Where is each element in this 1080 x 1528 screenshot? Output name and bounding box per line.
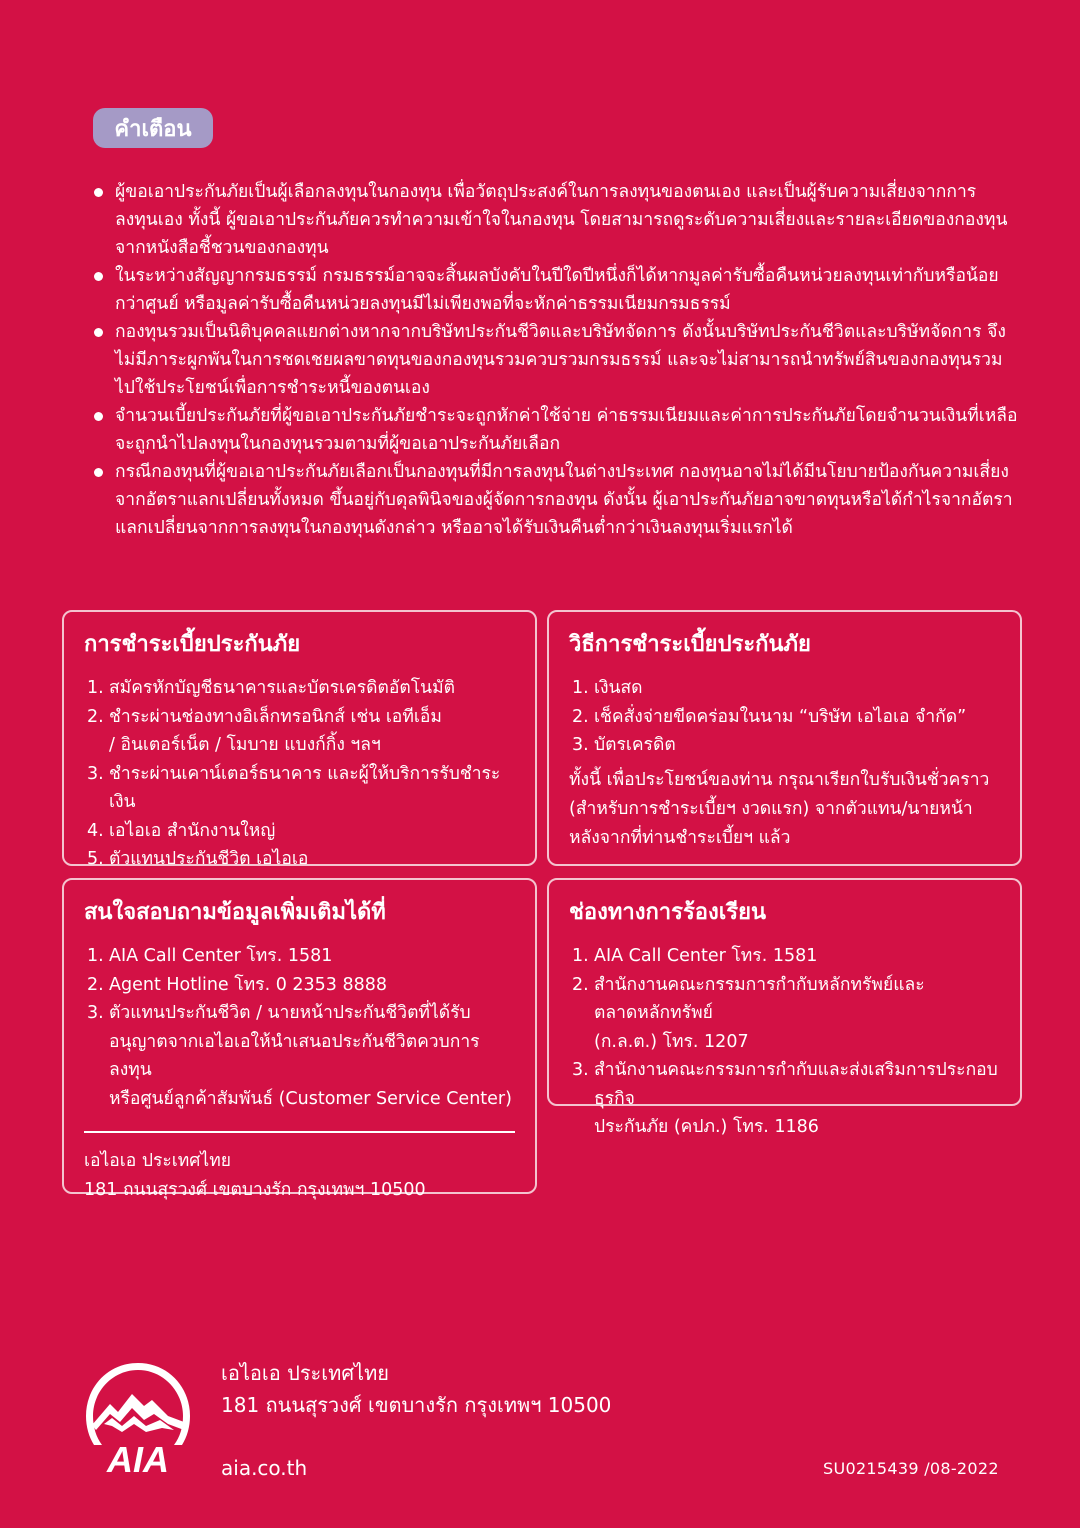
footer-address-block	[221, 1357, 611, 1421]
warning-item	[88, 402, 1018, 458]
warning-item-text: ในระหว่างสัญญากรมธรรม์ กรมธรรม์อาจจะสิ้นผลบังคับในปีใดปีหนึ่งก็ได้หากมูลค่ารับซื้อคืนหน่วยลงทุนเท่ากับหรือน้อยกว่าศูนย์ หรือมูลค่ารับซื้อคืนหน่วยลงทุนมีไม่เพียงพอที่จะหักค่าธรรมเนียมกรมธรรม์	[115, 266, 999, 314]
more-info-box	[62, 878, 537, 1200]
warning-item	[88, 178, 1018, 262]
company-name: เอไอเอ ประเทศไทย	[84, 1151, 231, 1171]
complaints-title: ช่องทางการร้องเรียน	[569, 900, 767, 925]
logo-text: AIA	[107, 1439, 169, 1478]
bullet-icon	[94, 328, 103, 337]
warning-item-text: จำนวนเบี้ยประกันภัยที่ผู้ขอเอาประกันภัยชำระจะถูกหักค่าใช้จ่าย ค่าธรรมเนียมและค่าการประกันภัยโดยจำนวนเงินที่เหลือ จะถูกนำไปลงทุนในกองทุนรวมตามที่ผู้ขอเอาประกันภัยเลือก	[115, 406, 1018, 454]
list-item: 2. สำนักงานคณะกรรมการกำกับหลักทรัพย์และตลาดหลักทรัพย์ (ก.ล.ต.) โทร. 1207	[572, 974, 925, 1052]
warning-list	[88, 178, 1018, 542]
list-item: 2. ชำระผ่านช่องทางอิเล็กทรอนิกส์ เช่น เอทีเอ็ม / อินเตอร์เน็ต / โมบาย แบงก์กิ้ง ฯลฯ	[87, 706, 442, 755]
bullet-icon	[94, 468, 103, 477]
bullet-icon	[94, 188, 103, 197]
complaints-box	[547, 878, 1022, 1137]
footer-address: 181 ถนนสุรวงศ์ เขตบางรัก กรุงเทพฯ 10500	[221, 1393, 612, 1417]
aia-logo	[82, 1360, 194, 1478]
list-item: 3. สำนักงานคณะกรรมการกำกับและส่งเสริมการประกอบธุรกิจ ประกันภัย (คปภ.) โทร. 1186	[572, 1060, 998, 1137]
bullet-icon	[94, 272, 103, 281]
premium-payment-title: การชำระเบี้ยประกันภัย	[84, 632, 301, 657]
premium-payment-box	[62, 610, 537, 869]
list-item: 1. AIA Call Center โทร. 1581	[87, 946, 333, 966]
company-address: 181 ถนนสุรวงศ์ เขตบางรัก กรุงเทพฯ 10500	[84, 1180, 426, 1200]
payment-note: ทั้งนี้ เพื่อประโยชน์ของท่าน กรุณาเรียกใบรับเงินชั่วคราว (สำหรับการชำระเบี้ยฯ งวดแรก) จากตัวแทน/นายหน้า หลังจากที่ท่านชำระเบี้ยฯ แล้ว	[569, 769, 990, 848]
divider	[84, 1131, 515, 1133]
document-code: SU0215439 /08-2022	[823, 1459, 999, 1478]
list-item: 2. Agent Hotline โทร. 0 2353 8888	[87, 974, 388, 995]
bullet-icon	[94, 412, 103, 421]
warning-item	[88, 318, 1018, 402]
warning-badge: คำเตือน	[93, 108, 213, 148]
footer-company: เอไอเอ ประเทศไทย	[221, 1361, 389, 1385]
warning-item	[88, 458, 1018, 542]
more-info-title: สนใจสอบถามข้อมูลเพิ่มเติมได้ที่	[84, 900, 386, 925]
list-item: 1. AIA Call Center โทร. 1581	[572, 946, 818, 966]
list-item: 3. ตัวแทนประกันชีวิต / นายหน้าประกันชีวิตที่ได้รับ อนุญาตจากเอไอเอให้นำเสนอประกันชีวิตควบการลงทุน หรือศูนย์ลูกค้าสัมพันธ์ (Customer Service Center)	[87, 1003, 512, 1109]
website-link[interactable]: aia.co.th	[221, 1456, 308, 1480]
list-item: 1. สมัครหักบัญชีธนาคารและบัตรเครดิตอัตโนมัติ	[87, 678, 455, 698]
list-item: 4. เอไอเอ สำนักงานใหญ่	[87, 820, 276, 841]
complaints-list	[569, 942, 1000, 1142]
list-item: 3. ชำระผ่านเคาน์เตอร์ธนาคาร และผู้ให้บริการรับชำระเงิน	[87, 763, 501, 812]
more-info-list	[84, 942, 515, 1113]
list-item: 3. บัตรเครดิต	[572, 735, 676, 755]
list-item: 2. เช็คสั่งจ่ายขีดคร่อมในนาม “บริษัท เอไอเอ จำกัด”	[572, 706, 967, 727]
payment-methods-box	[547, 610, 1022, 866]
list-item: 1. เงินสด	[572, 678, 643, 698]
premium-payment-list	[84, 674, 515, 874]
warning-item-text: กรณีกองทุนที่ผู้ขอเอาประกันภัยเลือกเป็นกองทุนที่มีการลงทุนในต่างประเทศ กองทุนอาจไม่ได้มีนโยบายป้องกันความเสี่ยง จากอัตราแลกเปลี่ยนทั้งหมด ขึ้นอยู่กับดุลพินิจของผู้จัดการกองทุน ดังนั้น ผู้เอาประกันภัยอาจขาดทุนหรือได้กำไรจากอัตรา แลกเปลี่ยนจากการลงทุนในกองทุนดังกล่าว หรืออาจได้รับเงินคืนต่ำกว่าเงินลงทุนเริ่มแรกได้	[115, 462, 1013, 538]
payment-methods-title: วิธีการชำระเบี้ยประกันภัย	[569, 632, 811, 657]
warning-item-text: กองทุนรวมเป็นนิติบุคคลแยกต่างหากจากบริษัทประกันชีวิตและบริษัทจัดการ ดังนั้นบริษัทประกันชีวิตและบริษัทจัดการ จึงไม่มีภาระผูกพันในการชดเชยผลขาดทุนของกองทุนรวมควบรวมกรมธรรม์ และจะไม่สามารถนำทรัพย์สินของกองทุนรวม ไปใช้ประโยชน์เพื่อการชำระหนี้ของตนเอง	[115, 322, 1006, 398]
warning-item	[88, 262, 1018, 318]
payment-methods-list	[569, 674, 1000, 760]
warning-item-text: ผู้ขอเอาประกันภัยเป็นผู้เลือกลงทุนในกองทุน เพื่อวัตถุประสงค์ในการลงทุนของตนเอง และเป็นผู้รับความเสี่ยงจากการลงทุนเอง ทั้งนี้ ผู้ขอเอาประกันภัยควรทำความเข้าใจในกองทุน โดยสามารถดูระดับความเสี่ยงและรายละเอียดของกองทุนจากหนังสือชี้ชวนของกองทุน	[115, 182, 1008, 258]
list-item: 5. ตัวแทนประกันชีวิต เอไอเอ	[87, 849, 309, 869]
